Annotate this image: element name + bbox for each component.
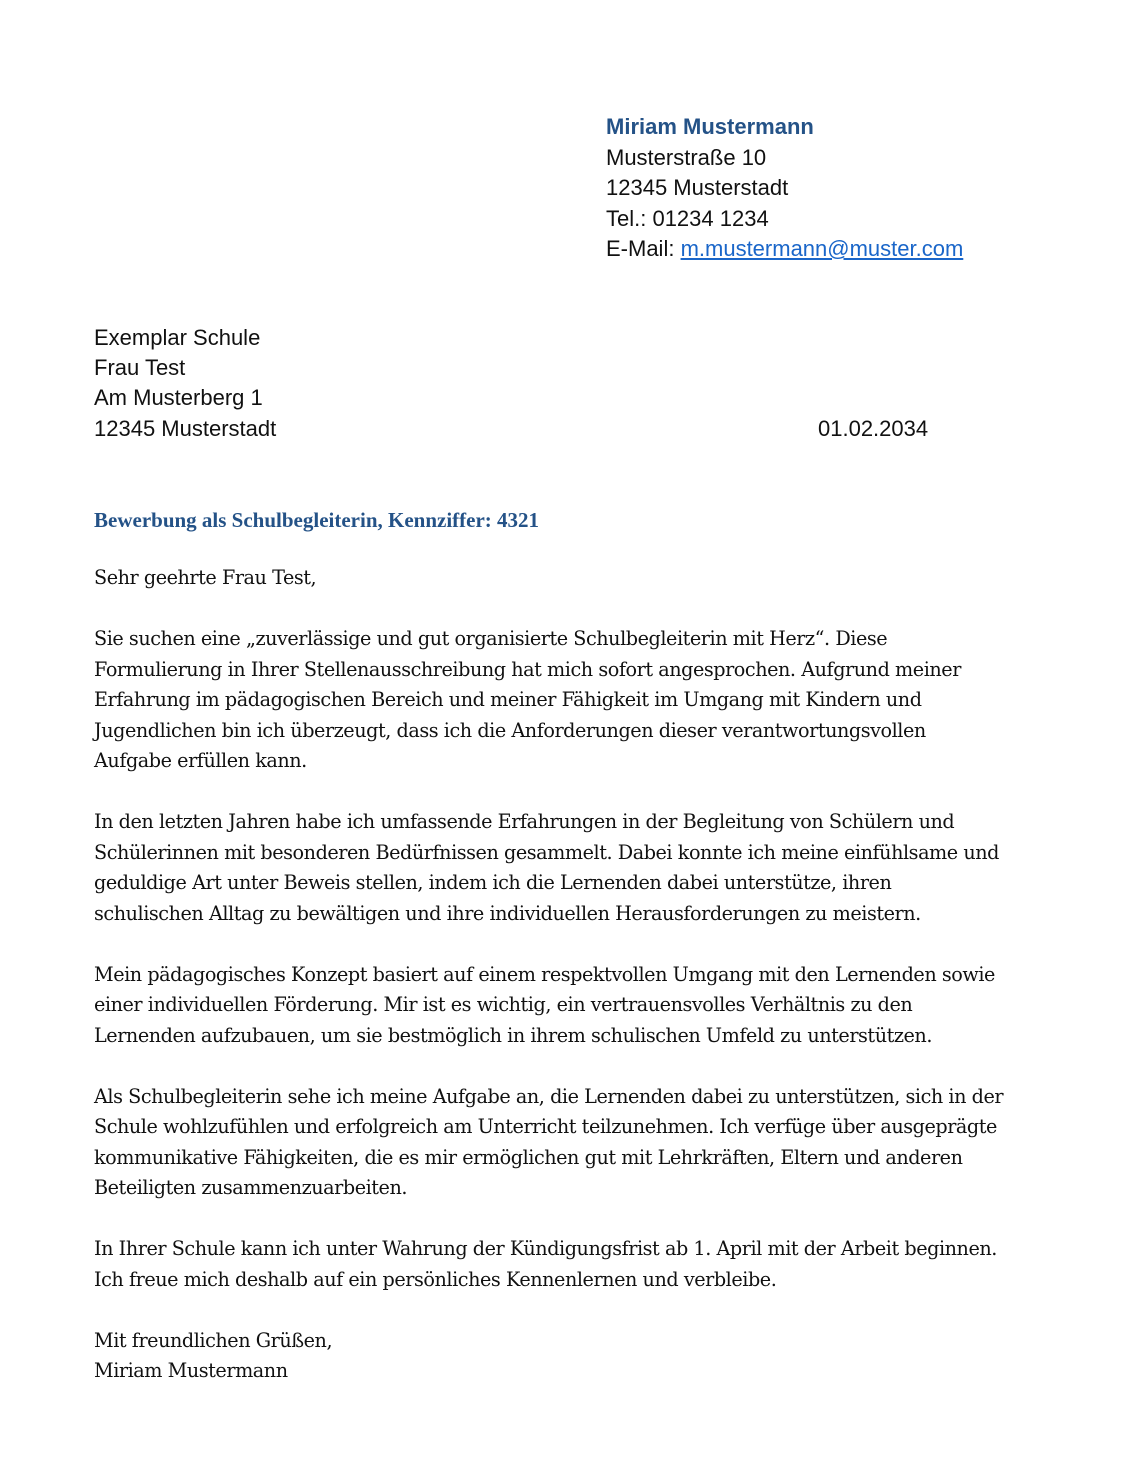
paragraph-line: Erfahrung im pädagogischen Bereich und meiner Fähigkeit im Umgang mit Kindern und [94,688,922,711]
letter-subject: Bewerbung als Schulbegleiterin, Kennziffer: 4321 [94,508,540,532]
sender-phone: Tel.: 01234 1234 [606,205,769,231]
paragraph-line: schulischen Alltag zu bewältigen und ihre individuellen Herausforderungen zu meistern. [94,901,921,925]
salutation: Sehr geehrte Frau Test, [94,566,317,589]
recipient-address-block [94,323,276,444]
letter-date: 01.02.2034 [818,416,929,441]
recipient-contact: Frau Test [94,355,186,381]
paragraph-experience [94,807,1039,929]
sender-email-link[interactable]: m.mustermann@muster.com [680,236,964,261]
paragraph-line: Formulierung in Ihrer Stellenausschreibung hat mich sofort angesprochen. Aufgrund meiner [94,657,961,681]
recipient-street: Am Musterberg 1 [94,385,263,411]
closing: Mit freundlichen Grüßen, [94,1328,333,1352]
letter-body [94,563,1039,1387]
paragraph-line: Mein pädagogisches Konzept basiert auf einem respektvollen Umgang mit den Lernenden sowie [94,962,995,986]
paragraph-line: In den letzten Jahren habe ich umfassende Erfahrungen in der Begleitung von Schülern und [94,810,955,833]
paragraph-line: Lernenden aufzubauen, um sie bestmöglich in ihrem schulischen Umfeld zu unterstützen. [94,1023,932,1047]
paragraph-line: In Ihrer Schule kann ich unter Wahrung der Kündigungsfrist ab 1. April mit der Arbeit beginnen. [94,1237,997,1260]
paragraph-line: Ich freue mich deshalb auf ein persönliches Kennenlernen und verbleibe. [94,1267,777,1291]
paragraph-concept [94,960,1039,1052]
paragraph-intro [94,624,1039,777]
paragraph-line: Schülerinnen mit besonderen Bedürfnissen gesammelt. Dabei konnte ich meine einfühlsame und [94,840,999,864]
paragraph-availability [94,1234,1039,1295]
sender-address-block [606,112,963,265]
sender-name: Miriam Mustermann [606,114,814,139]
sender-email-line [606,234,963,265]
sender-street: Musterstraße 10 [606,144,767,170]
sender-email-label: E-Mail: [606,236,681,261]
paragraph-line: Beteiligten zusammenzuarbeiten. [94,1176,408,1199]
paragraph-line: Als Schulbegleiterin sehe ich meine Aufgabe an, die Lernenden dabei zu unterstützen, sich in der [94,1084,1004,1108]
paragraph-line: Schule wohlzufühlen und erfolgreich am Unterricht teilzunehmen. Ich verfüge über ausgeprägte [94,1115,997,1138]
paragraph-line: geduldige Art unter Beweis stellen, indem ich die Lernenden dabei unterstütze, ihren [94,871,892,894]
paragraph-role [94,1082,1039,1204]
paragraph-line: kommunikative Fähigkeiten, die es mir ermöglichen gut mit Lehrkräften, Eltern und anderen [94,1145,963,1169]
sender-city: 12345 Musterstadt [606,175,789,200]
paragraph-line: Sie suchen eine „zuverlässige und gut organisierte Schulbegleiterin mit Herz“. Diese [94,627,888,650]
paragraph-line: Jugendlichen bin ich überzeugt, dass ich die Anforderungen dieser verantwortungsvollen [94,718,926,742]
recipient-city: 12345 Musterstadt [94,415,277,441]
closing-block [94,1326,1039,1387]
paragraph-line: einer individuellen Förderung. Mir ist es wichtig, ein vertrauensvolles Verhältnis zu den [94,993,913,1016]
paragraph-line: Aufgabe erfüllen kann. [94,749,307,772]
recipient-organization: Exemplar Schule [94,325,261,350]
signature: Miriam Mustermann [94,1359,288,1382]
